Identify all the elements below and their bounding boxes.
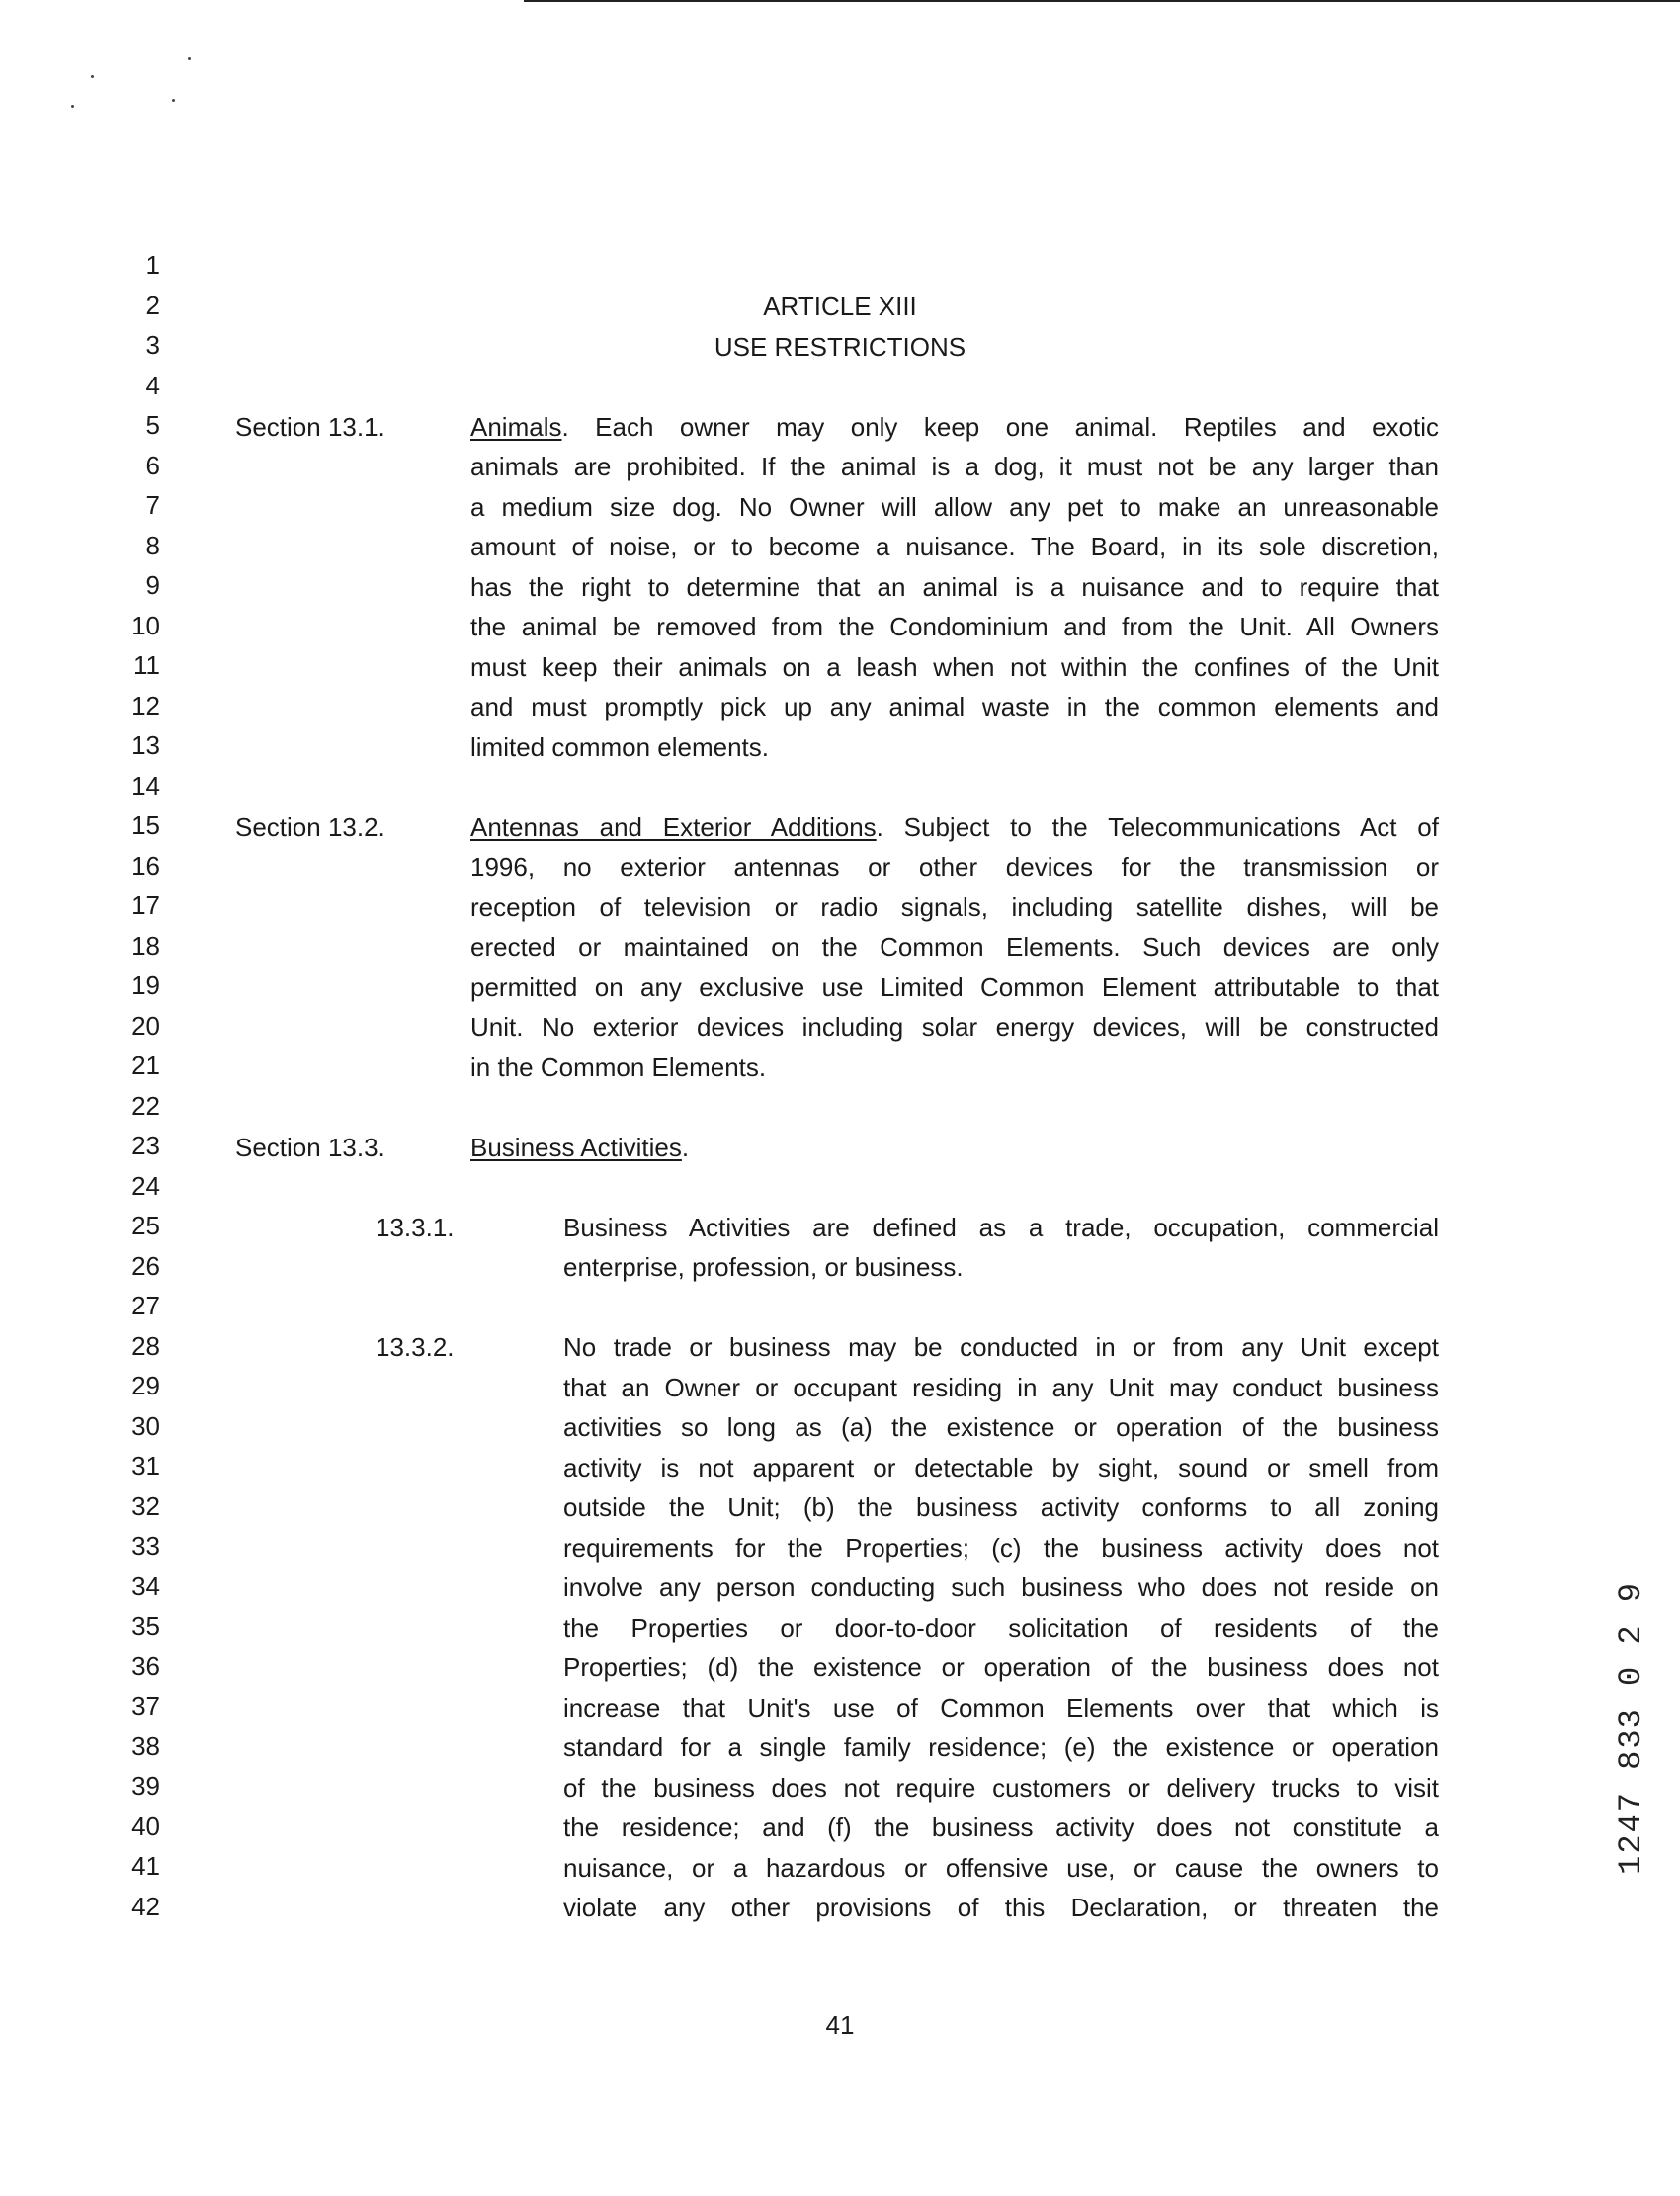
line-number-column xyxy=(99,245,160,1926)
line-number: 18 xyxy=(131,930,160,961)
section-13-3-label: Section 13.3. xyxy=(235,1133,385,1162)
line-number: 38 xyxy=(131,1731,160,1761)
section-13-2-line-6: Unit. No exterior devices including solar energy devices, will be constructed xyxy=(470,1012,1439,1042)
section-13-3-2-line-5: outside the Unit; (b) the business activity conforms to all zoning xyxy=(563,1492,1439,1522)
line-number: 15 xyxy=(131,810,160,840)
section-13-1-line-1: Animals. Each owner may only keep one animal. Reptiles and exotic xyxy=(470,412,1439,442)
section-13-3-1-line-2: enterprise, profession, or business. xyxy=(563,1252,964,1282)
line-number: 17 xyxy=(131,890,160,920)
section-13-3-2-label: 13.3.2. xyxy=(376,1332,455,1362)
section-13-2-line-5: permitted on any exclusive use Limited Common Element attributable to that xyxy=(470,972,1439,1002)
section-13-2-line-2: 1996, no exterior antennas or other devices for the transmission or xyxy=(470,852,1439,882)
section-13-1-line-9: limited common elements. xyxy=(470,732,769,762)
line-number: 37 xyxy=(131,1691,160,1721)
section-13-1-line-4: amount of noise, or to become a nuisance. The Board, in its sole discretion, xyxy=(470,532,1439,561)
line-number: 36 xyxy=(131,1650,160,1681)
line-number: 12 xyxy=(131,690,160,720)
section-13-1-line-6: the animal be removed from the Condominium and from the Unit. All Owners xyxy=(470,612,1439,641)
line-number: 40 xyxy=(131,1811,160,1841)
line-number: 5 xyxy=(145,410,160,440)
line-number: 32 xyxy=(131,1490,160,1521)
line-number: 13 xyxy=(131,730,160,760)
line-number: 23 xyxy=(131,1131,160,1160)
section-13-3-2-line-13: the residence; and (f) the business activity does not constitute a xyxy=(563,1813,1439,1842)
line-number: 11 xyxy=(133,650,160,680)
line-number: 26 xyxy=(131,1250,160,1281)
section-13-3-2-line-14: nuisance, or a hazardous or offensive use, or cause the owners to xyxy=(563,1852,1439,1883)
section-13-3-2-line-12: of the business does not require customers or delivery trucks to visit xyxy=(563,1772,1439,1803)
line-number: 41 xyxy=(131,1851,160,1881)
line-number: 7 xyxy=(145,490,160,520)
section-13-1-line-7: must keep their animals on a leash when not within the confines of the Unit xyxy=(470,652,1439,682)
section-13-3-2-line-15: violate any other provisions of this Declaration, or threaten the xyxy=(563,1893,1439,1922)
section-13-1-heading: Animals xyxy=(470,412,562,442)
section-13-3-1-label: 13.3.1. xyxy=(376,1213,455,1242)
top-scan-rule xyxy=(524,0,1680,2)
section-13-2-line-1: Antennas and Exterior Additions. Subject to the Telecommunications Act of xyxy=(470,812,1439,842)
line-number: 19 xyxy=(131,971,160,1000)
section-13-3-2-line-10: increase that Unit's use of Common Elements over that which is xyxy=(563,1692,1439,1723)
line-number: 28 xyxy=(131,1330,160,1361)
section-13-3-2-line-2: that an Owner or occupant residing in any Unit may conduct business xyxy=(563,1372,1439,1402)
section-13-1-line-8: and must promptly pick up any animal waste in the common elements and xyxy=(470,692,1439,721)
section-13-3-2-line-3: activities so long as (a) the existence or operation of the business xyxy=(563,1412,1439,1442)
section-13-3-2-line-6: requirements for the Properties; (c) the business activity does not xyxy=(563,1532,1439,1563)
line-number: 25 xyxy=(131,1211,160,1240)
section-13-2-line-7: in the Common Elements. xyxy=(470,1053,767,1082)
line-number: 31 xyxy=(131,1451,160,1480)
section-13-2-label: Section 13.2. xyxy=(235,812,385,842)
section-13-3-1-line-1: Business Activities are defined as a trade, occupation, commercial xyxy=(563,1213,1439,1242)
line-number: 42 xyxy=(131,1891,160,1921)
line-number: 8 xyxy=(145,530,160,560)
section-13-3-2-line-7: involve any person conducting such business who does not reside on xyxy=(563,1572,1439,1602)
line-number: 9 xyxy=(145,570,160,600)
line-number: 16 xyxy=(131,850,160,881)
line-number: 20 xyxy=(131,1010,160,1041)
section-13-1-label: Section 13.1. xyxy=(235,412,385,442)
section-13-1-line-3: a medium size dog. No Owner will allow any pet to make an unreasonable xyxy=(470,492,1439,522)
line-number: 39 xyxy=(131,1771,160,1801)
line-number: 35 xyxy=(131,1611,160,1641)
line-number: 2 xyxy=(145,290,160,320)
line-number: 30 xyxy=(131,1410,160,1441)
recording-stamp: 1247 833 0 2 9 xyxy=(1613,1581,1649,1875)
line-number: 1 xyxy=(145,250,160,280)
section-13-3-heading-line: Business Activities. xyxy=(470,1133,690,1162)
section-13-3-2-line-4: activity is not apparent or detectable by sight, sound or smell from xyxy=(563,1452,1439,1482)
section-13-3-2-line-1: No trade or business may be conducted in or from any Unit except xyxy=(563,1332,1439,1362)
section-13-1-line-2: animals are prohibited. If the animal is a dog, it must not be any larger than xyxy=(470,452,1439,481)
section-13-2-heading: Antennas and Exterior Additions xyxy=(470,812,877,842)
section-13-2-line-3: reception of television or radio signals, including satellite dishes, will be xyxy=(470,892,1439,922)
line-number: 34 xyxy=(131,1570,160,1601)
article-title: USE RESTRICTIONS xyxy=(714,332,966,362)
section-13-2-line-4: erected or maintained on the Common Elements. Such devices are only xyxy=(470,932,1439,962)
section-13-1-line-5: has the right to determine that an animal is a nuisance and to require that xyxy=(470,572,1439,602)
page-number: 41 xyxy=(825,2010,855,2040)
line-number: 27 xyxy=(131,1291,160,1320)
line-number: 6 xyxy=(145,450,160,480)
line-number: 3 xyxy=(145,330,160,360)
section-13-3-2-line-11: standard for a single family residence; (e) the existence or operation xyxy=(563,1732,1439,1762)
section-13-3-heading: Business Activities xyxy=(470,1133,682,1162)
line-number: 22 xyxy=(131,1090,160,1121)
article-number: ARTICLE XIII xyxy=(763,292,917,321)
section-13-3-2-line-8: the Properties or door-to-door solicitation of residents of the xyxy=(563,1612,1439,1643)
section-13-3-2-line-9: Properties; (d) the existence or operation of the business does not xyxy=(563,1652,1439,1682)
line-number: 29 xyxy=(131,1371,160,1400)
line-number: 33 xyxy=(131,1531,160,1561)
line-number: 24 xyxy=(131,1170,160,1201)
line-number: 21 xyxy=(131,1051,160,1080)
line-number: 10 xyxy=(131,610,160,640)
line-number: 14 xyxy=(131,770,160,801)
line-number: 4 xyxy=(145,370,160,400)
